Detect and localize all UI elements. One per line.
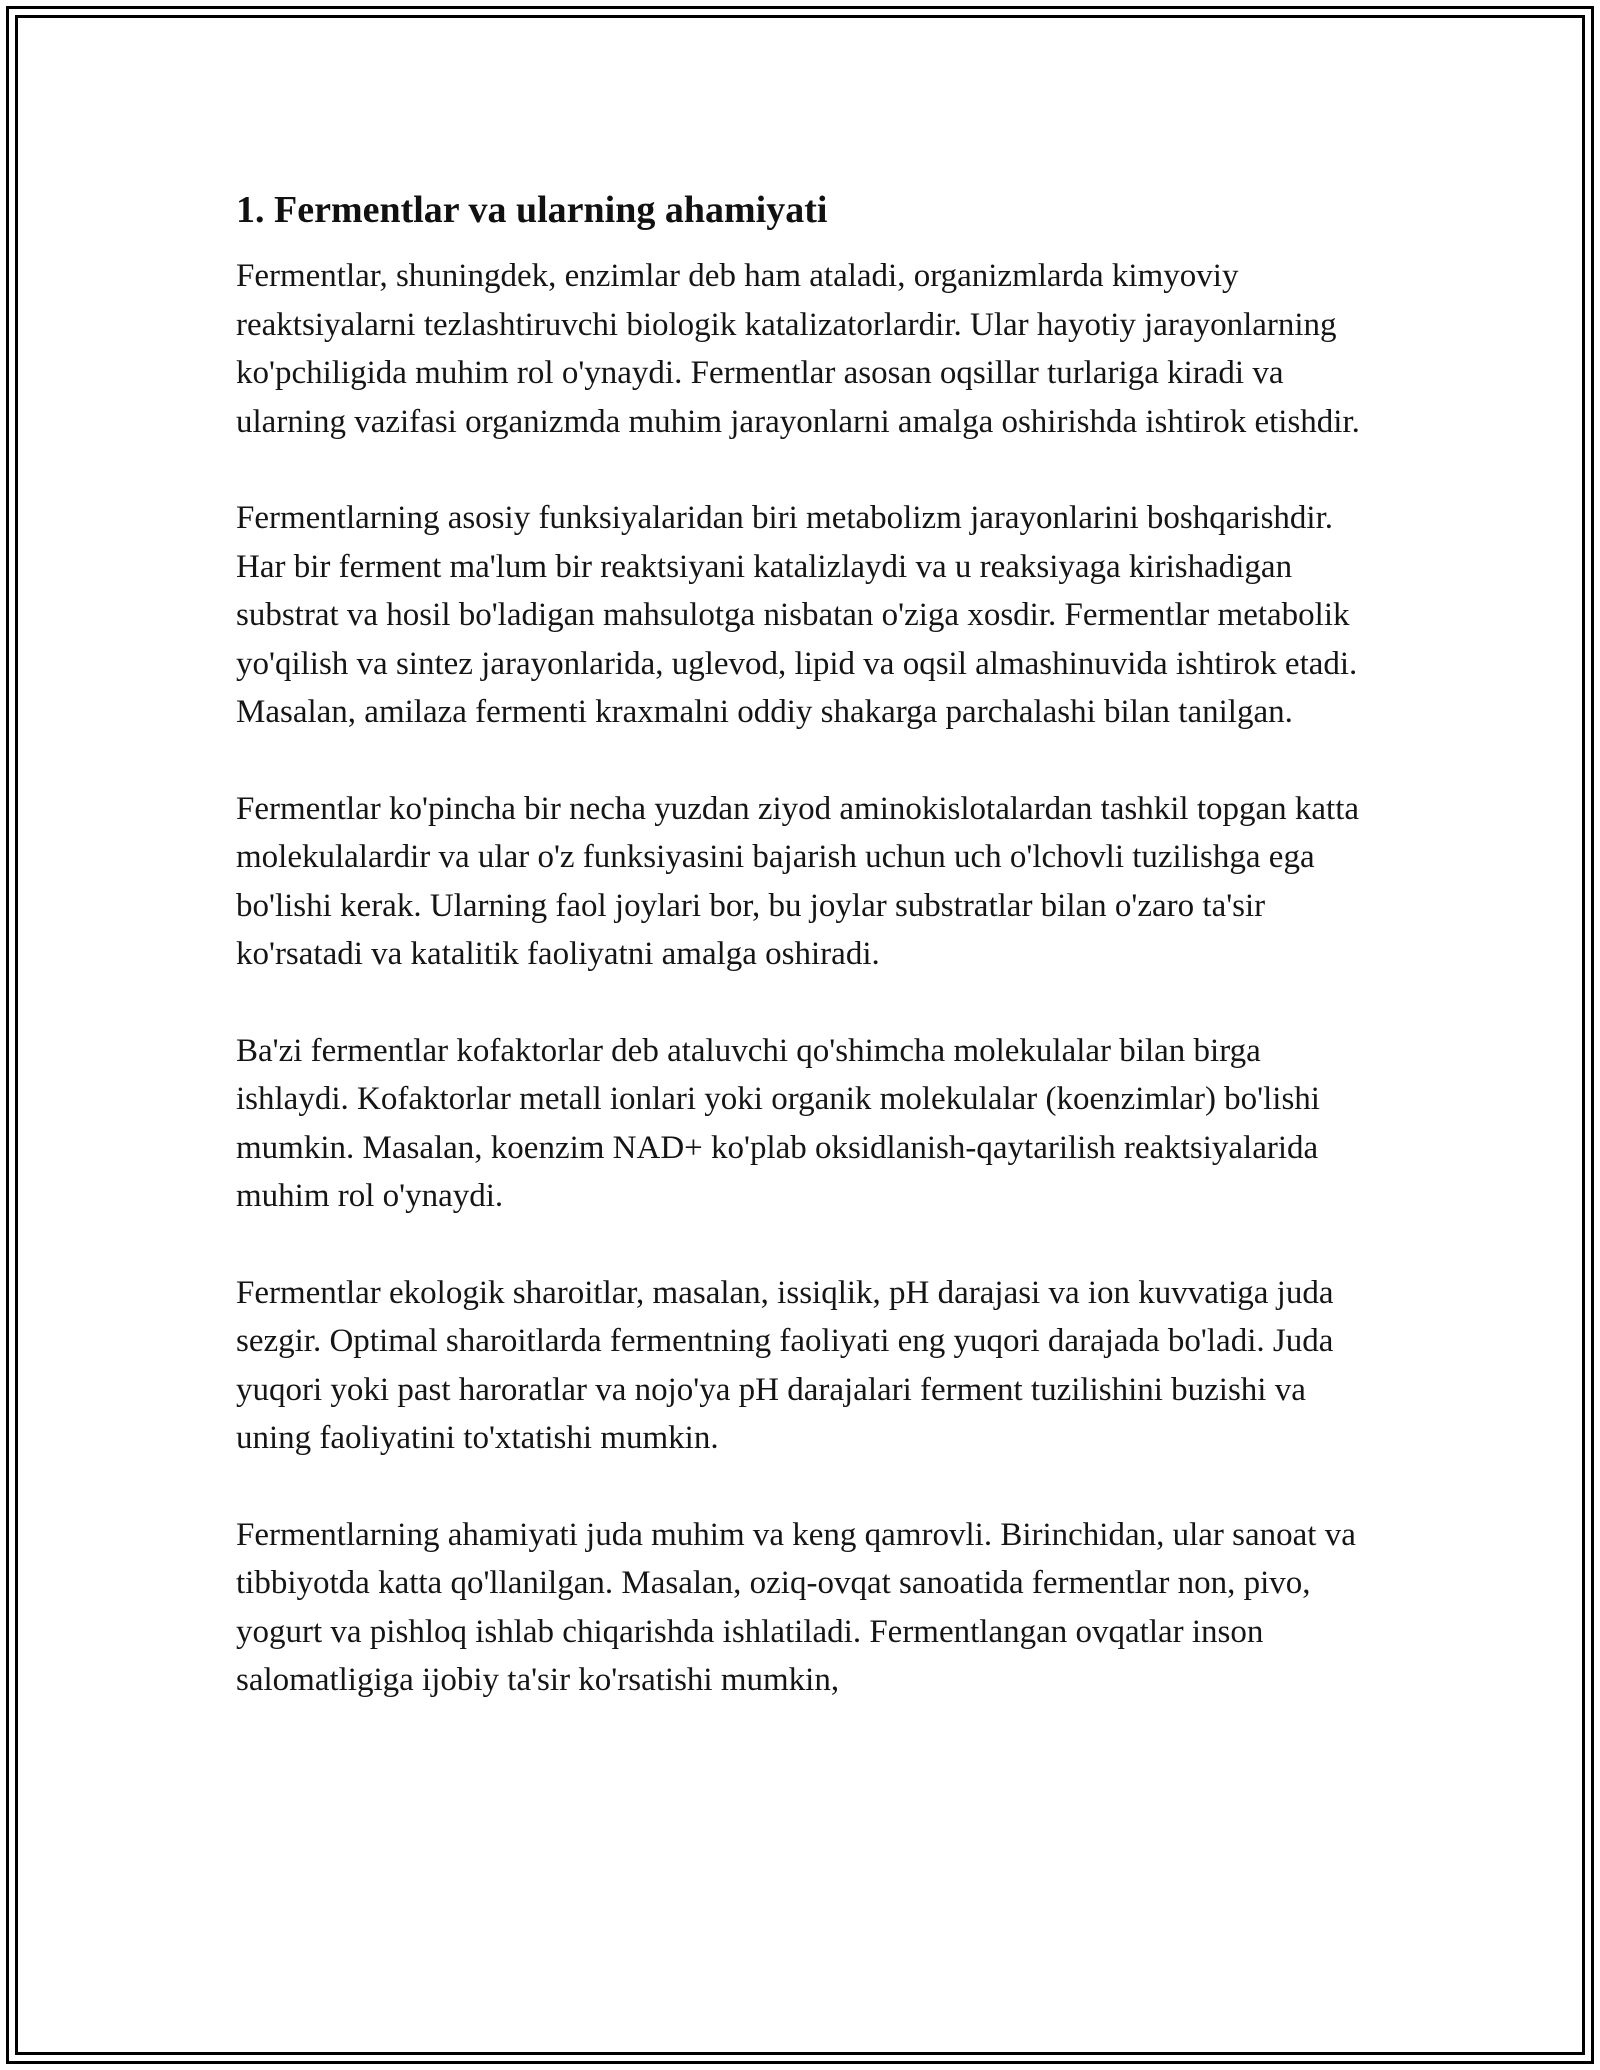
paragraph-3: Fermentlar ko'pincha bir necha yuzdan ziyod aminokislotalardan tashkil topgan katta molekulalardir va ular o'z funksiyasini bajarish uchun uch o'lchovli tuzilishga ega bo'lishi kerak. Ularning faol joylari bor, bu joylar substratlar bilan o'zaro ta'sir ko'rsatadi va katalitik faoliyatni amalga oshiradi. (236, 790, 1360, 972)
paragraph-6: Fermentlarning ahamiyati juda muhim va keng qamrovli. Birinchidan, ular sanoat va tibbiyotda katta qo'llanilgan. Masalan, oziq-ovqat sanoatida fermentlar non, pivo, yogurt va pishloq ishlab chiqarishda ishlatiladi. Fermentlangan ovqatlar inson salomatligiga ijobiy ta'sir ko'rsatishi mumkin, (236, 1516, 1356, 1698)
section-heading: 1. Fermentlar va ularning ahamiyati (236, 189, 828, 231)
paragraph-5: Fermentlar ekologik sharoitlar, masalan, issiqlik, pH darajasi va ion kuvvatiga juda sezgir. Optimal sharoitlarda fermentning faoliyati eng yuqori darajada bo'ladi. Juda yuqori yoki past haroratlar va nojo'ya pH darajalari ferment tuzilishini buzishi va uning faoliyatini to'xtatishi mumkin. (236, 1274, 1334, 1456)
paragraph-2: Fermentlarning asosiy funksiyalaridan biri metabolizm jarayonlarini boshqarishdir. Har bir ferment ma'lum bir reaktsiyani katalizlaydi va u reaksiyaga kirishadigan substrat va hosil bo'ladigan mahsulotga nisbatan o'ziga xosdir. Fermentlar metabolik yo'qilish va sintez jarayonlarida, uglevod, lipid va oqsil almashinuvida ishtirok etadi. Masalan, amilaza fermenti kraxmalni oddiy shakarga parchalashi bilan tanilgan. (236, 500, 1358, 730)
paragraph-4: Ba'zi fermentlar kofaktorlar deb ataluvchi qo'shimcha molekulalar bilan birga ishlaydi. Kofaktorlar metall ionlari yoki organik molekulalar (koenzimlar) bo'lishi mumkin. Masalan, koenzim NAD+ ko'plab oksidlanish-qaytarilish reaktsiyalarida muhim rol o'ynaydi. (236, 1032, 1320, 1214)
paragraph-1: Fermentlar, shuningdek, enzimlar deb ham ataladi, organizmlarda kimyoviy reaktsiyalarni tezlashtiruvchi biologik katalizatorlardir. Ular hayotiy jarayonlarning ko'pchiligida muhim rol o'ynaydi. Fermentlar asosan oqsillar turlariga kiradi va ularning vazifasi organizmda muhim jarayonlarni amalga oshirishda ishtirok etishdir. (236, 258, 1360, 440)
document-body (236, 186, 1376, 1705)
